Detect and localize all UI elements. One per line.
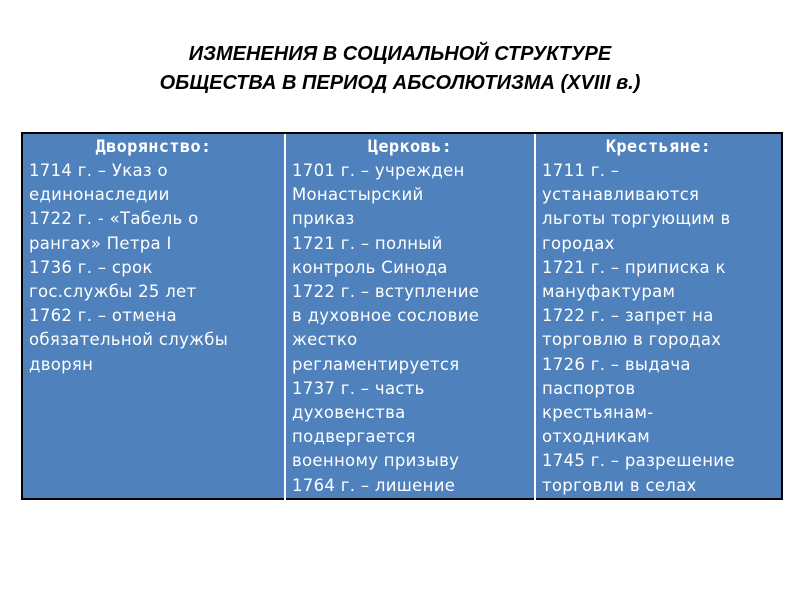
- list-item: контроль Синода: [292, 257, 448, 277]
- social-structure-table: [21, 132, 783, 519]
- list-item: дворян: [29, 354, 94, 374]
- list-item: военному призыву: [292, 451, 460, 471]
- social-table-grid: [23, 134, 781, 522]
- list-item: отходникам: [542, 427, 651, 447]
- list-item: 1764 г. – лишение: [292, 475, 456, 495]
- list-item: подвергается: [292, 427, 416, 447]
- column-body-church: [292, 159, 528, 498]
- list-item: Монастырский: [292, 185, 424, 205]
- list-item: 1722 г. – запрет на: [542, 306, 714, 326]
- column-body-nobility: [29, 159, 278, 377]
- list-item: устанавливаются: [542, 185, 700, 205]
- list-item: рангах» Петра I: [29, 233, 172, 253]
- list-item: 1721 г. – полный: [292, 233, 443, 253]
- column-header-nobility: Дворянство:: [95, 137, 212, 157]
- list-item: 1721 г. – приписка к: [542, 257, 726, 277]
- list-item: 1736 г. – срок: [29, 257, 153, 277]
- column-church: [285, 134, 535, 522]
- list-item: 1722 г. - «Табель о: [29, 209, 199, 229]
- list-item: 1711 г. –: [542, 161, 620, 180]
- list-item: обязательной службы: [29, 330, 229, 350]
- list-item: жестко: [292, 330, 358, 350]
- list-item: льготы торгующим в: [542, 209, 731, 229]
- list-item: регламентируется: [292, 354, 460, 374]
- list-item: торговли в селах: [542, 475, 697, 495]
- slide-title-line-1: ИЗМЕНЕНИЯ В СОЦИАЛЬНОЙ СТРУКТУРЕ: [188, 43, 612, 65]
- list-item: в духовное сословие: [292, 306, 480, 326]
- list-item: 1762 г. – отмена: [29, 306, 177, 326]
- list-item: духовенства: [292, 403, 406, 423]
- list-item: 1722 г. – вступление: [292, 282, 480, 302]
- list-item: городах: [542, 233, 615, 253]
- list-item: 1726 г. – выдача: [542, 354, 691, 374]
- list-item: 1748 г.: [542, 499, 606, 519]
- list-item: 1745 г. – разрешение: [542, 451, 735, 471]
- slide-title: [0, 40, 800, 98]
- column-header-church: Церковь:: [367, 137, 453, 157]
- list-item: 1737 г. – часть: [292, 378, 425, 398]
- column-body-peasants: [542, 159, 775, 522]
- list-item: мануфактурам: [542, 282, 676, 302]
- list-item: паспортов: [542, 378, 636, 398]
- list-item: крестьянам-: [542, 403, 654, 423]
- slide-title-line-2: ОБЩЕСТВА В ПЕРИОД АБСОЛЮТИЗМА (XVIII в.): [159, 72, 641, 94]
- list-item: приказ: [292, 209, 355, 229]
- list-item: гос.службы 25 лет: [29, 282, 197, 302]
- list-item: 1701 г. – учрежден: [292, 161, 465, 180]
- column-header-peasants: Крестьяне:: [605, 137, 712, 157]
- table-row: [23, 134, 781, 522]
- list-item: 1714 г. – Указ о: [29, 161, 168, 180]
- column-peasants: [535, 134, 781, 522]
- list-item: торговлю в городах: [542, 330, 722, 350]
- column-nobility: [23, 134, 285, 522]
- list-item: единонаследии: [29, 185, 170, 205]
